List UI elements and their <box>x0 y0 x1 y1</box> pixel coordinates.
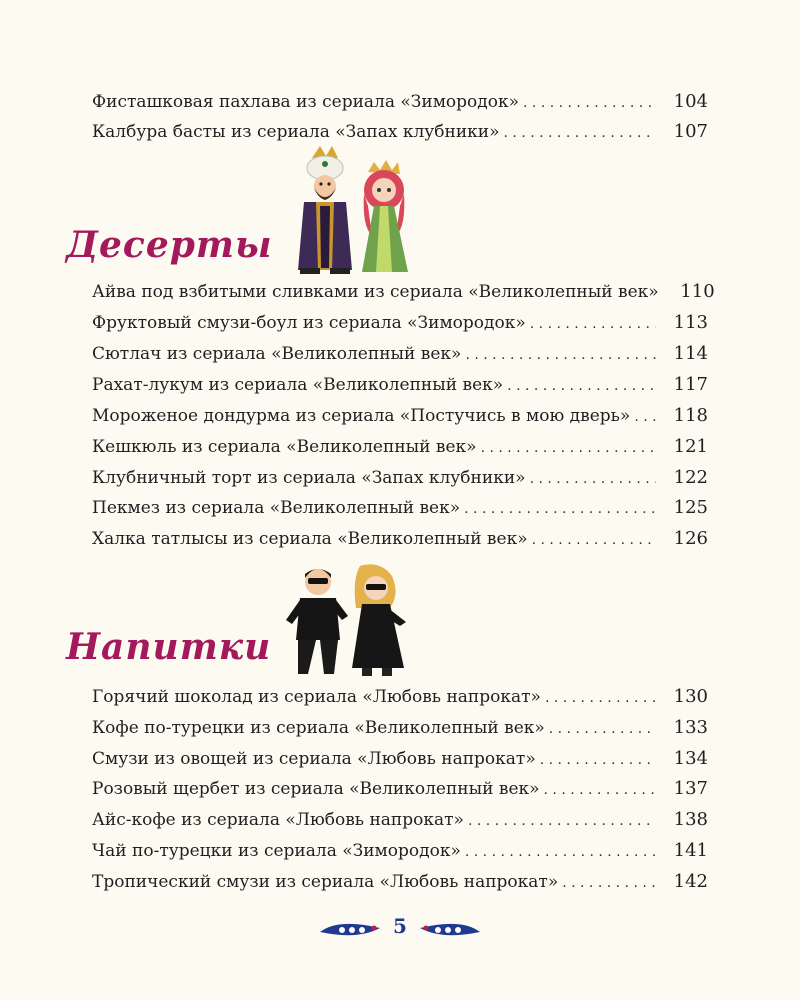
toc-entry-title: Фруктовый смузи-боул из сериала «Зимородок» <box>92 313 526 333</box>
toc-entry-title: Клубничный торт из сериала «Запах клубники» <box>92 468 526 488</box>
toc-leader-dots <box>530 312 656 336</box>
toc-leader-dots <box>562 871 656 895</box>
toc-entry-page: 137 <box>673 778 708 799</box>
toc-entry-title: Тропический смузи из сериала «Любовь напрокат» <box>92 872 559 892</box>
toc-entry <box>92 716 708 740</box>
toc-entry-page: 118 <box>673 405 708 426</box>
toc-leader-dots <box>634 405 656 429</box>
toc-entry <box>92 777 708 801</box>
toc-entry-page: 126 <box>673 528 708 549</box>
toc-entry-page: 125 <box>673 497 708 518</box>
toc-leader-dots <box>523 91 656 115</box>
toc-entry-title: Горячий шоколад из сериала «Любовь напрокат» <box>92 687 541 707</box>
toc-leader-dots <box>540 748 656 772</box>
toc-leader-dots <box>530 467 656 491</box>
toc-entry-title: Пекмез из сериала «Великолепный век» <box>92 498 461 518</box>
toc-entry <box>92 870 708 894</box>
toc-entry-page: 104 <box>673 91 708 112</box>
toc-leader-dots <box>545 686 656 710</box>
toc-entry-title: Калбура басты из сериала «Запах клубники» <box>92 122 500 142</box>
toc-entry <box>92 342 708 366</box>
toc-entry <box>92 435 708 459</box>
toc-entry-title: Чай по-турецки из сериала «Зимородок» <box>92 841 461 861</box>
toc-entry-page: 134 <box>673 748 708 769</box>
toc-entry <box>92 496 708 520</box>
toc-entry-title: Смузи из овощей из сериала «Любовь напрокат» <box>92 749 536 769</box>
page-number: 5 <box>393 914 407 938</box>
toc-entry-title: Сютлач из сериала «Великолепный век» <box>92 344 462 364</box>
toc-leader-dots <box>468 809 656 833</box>
section-heading-drinks: Напитки <box>66 626 272 668</box>
toc-entry-page: 121 <box>673 436 708 457</box>
toc-entry <box>92 90 708 114</box>
toc-entry-title: Кофе по-турецки из сериала «Великолепный век» <box>92 718 545 738</box>
toc-entry-page: 110 <box>680 281 715 302</box>
toc-entry-title: Рахат-лукум из сериала «Великолепный век» <box>92 375 504 395</box>
toc-entry-page: 114 <box>673 343 708 364</box>
toc-entry <box>92 311 708 335</box>
toc-entry <box>92 747 708 771</box>
toc-entry <box>92 808 708 832</box>
toc-entry-page: 138 <box>673 809 708 830</box>
toc-entry-title: Айс-кофе из сериала «Любовь напрокат» <box>92 810 464 830</box>
toc-leader-dots <box>504 121 656 145</box>
toc-entry-title: Розовый щербет из сериала «Великолепный век» <box>92 779 540 799</box>
toc-entry-page: 133 <box>673 717 708 738</box>
couple-in-black-illustration <box>282 560 412 680</box>
toc-entry-title: Мороженое дондурма из сериала «Постучись в мою дверь» <box>92 406 631 426</box>
sultan-and-queen-illustration <box>292 146 412 278</box>
footer-ornament-left-icon <box>318 920 382 942</box>
toc-entry-page: 141 <box>673 840 708 861</box>
toc-leader-dots <box>507 374 656 398</box>
toc-entry <box>92 120 708 144</box>
toc-entry-page: 107 <box>673 121 708 142</box>
toc-entry-page: 113 <box>673 312 708 333</box>
toc-entry-page: 142 <box>673 871 708 892</box>
footer-ornament-right-icon <box>418 920 482 942</box>
toc-entry <box>92 527 708 551</box>
toc-leader-dots <box>549 717 656 741</box>
toc-leader-dots <box>465 840 656 864</box>
toc-leader-dots <box>532 528 656 552</box>
section-heading-desserts: Десерты <box>66 224 273 266</box>
toc-leader-dots <box>544 778 656 802</box>
toc-entry <box>92 839 708 863</box>
toc-entry-title: Айва под взбитыми сливками из сериала «Великолепный век» <box>92 282 659 302</box>
toc-entry <box>92 466 708 490</box>
toc-entry-title: Фисташковая пахлава из сериала «Зимородок» <box>92 92 520 112</box>
toc-entry-title: Кешкюль из сериала «Великолепный век» <box>92 437 477 457</box>
toc-entry-title: Халка татлысы из сериала «Великолепный век» <box>92 529 528 549</box>
toc-entry-page: 122 <box>673 467 708 488</box>
toc-entry <box>92 685 708 709</box>
toc-entry-page: 130 <box>673 686 708 707</box>
toc-leader-dots <box>464 497 656 521</box>
toc-entry <box>92 404 708 428</box>
toc-entry-page: 117 <box>673 374 708 395</box>
toc-leader-dots <box>481 436 656 460</box>
toc-leader-dots <box>465 343 656 367</box>
toc-entry <box>92 373 708 397</box>
toc-entry <box>92 280 715 304</box>
